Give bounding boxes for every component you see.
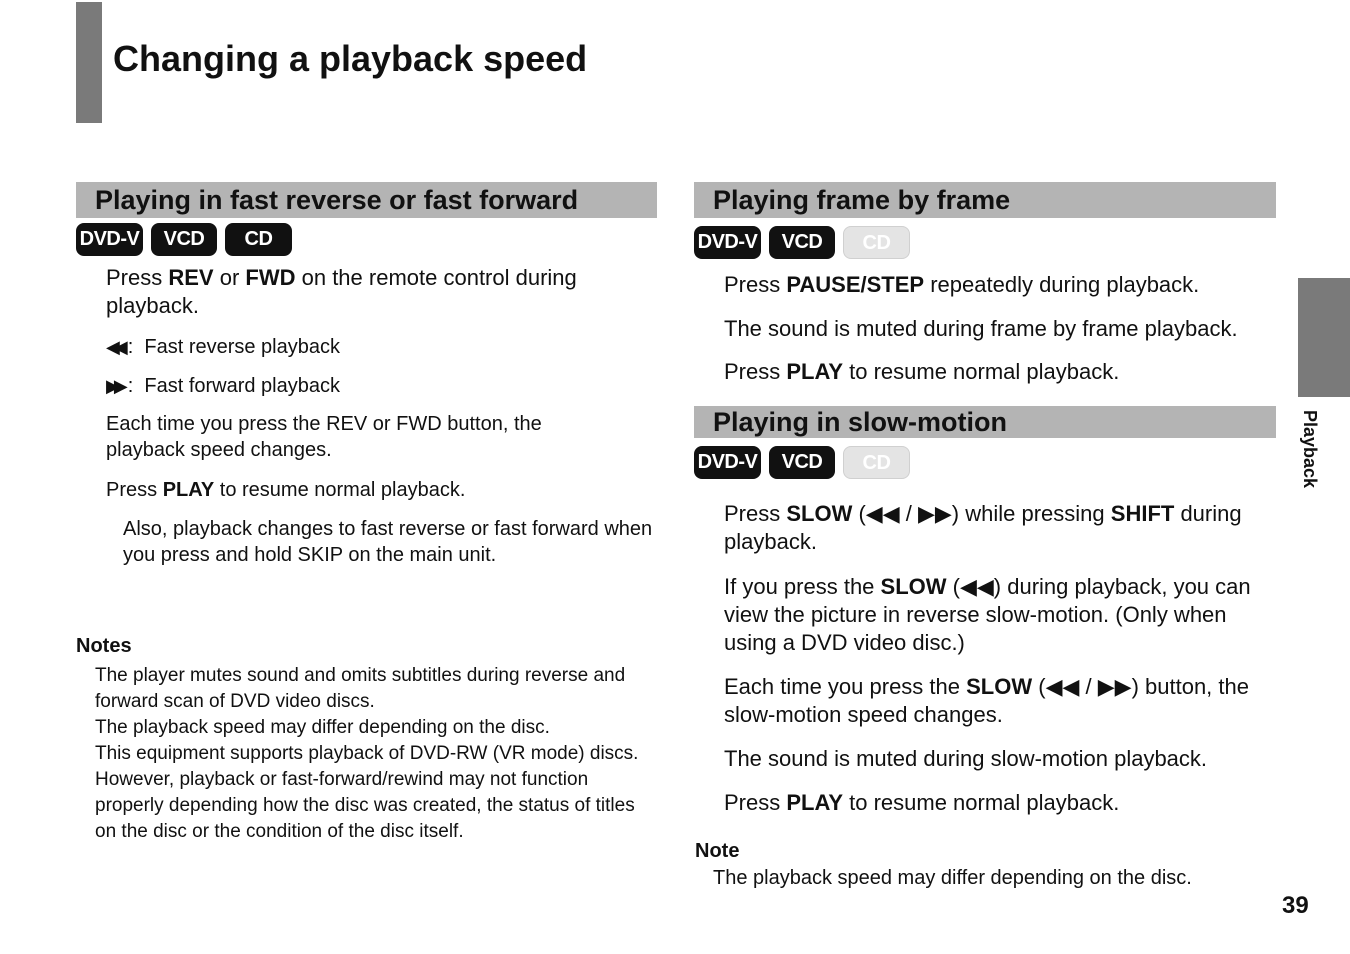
- fast-step-3: Press PLAY to resume normal playback.: [106, 479, 466, 501]
- notes-list: [95, 663, 645, 845]
- note-item: This equipment supports playback of DVD-RW (VR mode) discs. However, playback or fast-forward/rewind may not function properly depending how the disc was created, the status of titles on the disc or the condition of the disc itself.: [95, 743, 639, 842]
- slow-step-5: Press PLAY to resume normal playback.: [724, 790, 1120, 815]
- fwd-legend-row: ▶▶ : Fast forward playback: [106, 375, 340, 397]
- section-heading-slow: Playing in slow-motion: [694, 406, 1276, 438]
- section-heading-frame: Playing frame by frame: [694, 182, 1276, 218]
- slow-step-4: The sound is muted during slow-motion playback.: [724, 746, 1208, 771]
- slow-step-1: Press SLOW (◀◀ / ▶▶) while pressing SHIFT during playback.: [724, 501, 1242, 554]
- side-tab-label: Playback: [1300, 410, 1320, 489]
- rev-legend-row: ◀◀ : Fast reverse playback: [106, 336, 340, 358]
- disc-badges-frame: [694, 226, 910, 259]
- vcd-badge: VCD: [769, 226, 835, 259]
- dvd-badge: DVD-V: [694, 446, 761, 479]
- cd-badge-disabled: CD: [843, 226, 910, 259]
- dvd-badge: DVD-V: [76, 223, 143, 256]
- frame-step-1: Press PAUSE/STEP repeatedly during playback.: [724, 272, 1200, 297]
- vcd-badge: VCD: [769, 446, 835, 479]
- section-heading-fast: Playing in fast reverse or fast forward: [76, 182, 657, 218]
- fast-step-2: Each time you press the REV or FWD button, the playback speed changes.: [106, 413, 542, 461]
- cd-badge-disabled: CD: [843, 446, 910, 479]
- cd-badge: CD: [225, 223, 292, 256]
- notes-heading: Notes: [76, 635, 132, 657]
- note-item: The player mutes sound and omits subtitles during reverse and forward scan of DVD video discs.: [95, 665, 626, 712]
- disc-badges-fast: [76, 223, 292, 256]
- slow-step-2: If you press the SLOW (◀◀) during playback, you can view the picture in reverse slow-motion. (Only when using a DVD video disc.): [724, 574, 1251, 655]
- fast-reverse-icon: ◀◀: [106, 337, 122, 357]
- disc-badges-slow: [694, 446, 910, 479]
- frame-step-3: Press PLAY to resume normal playback.: [724, 359, 1120, 384]
- frame-step-2: The sound is muted during frame by frame playback.: [724, 316, 1238, 341]
- note-heading: Note: [695, 840, 740, 862]
- dvd-badge: DVD-V: [694, 226, 761, 259]
- page-title: Changing a playback speed: [113, 38, 588, 79]
- fast-forward-icon: ▶▶: [106, 376, 122, 396]
- fast-step-1: Press REV or FWD on the remote control during playback.: [106, 265, 577, 318]
- page-number: 39: [1282, 892, 1309, 919]
- fast-also-note: Also, playback changes to fast reverse or fast forward when you press and hold SKIP on the main unit.: [123, 518, 653, 566]
- title-accent-bar: [76, 2, 102, 123]
- note-item: The playback speed may differ depending on the disc.: [95, 717, 550, 738]
- vcd-badge: VCD: [151, 223, 217, 256]
- slow-step-3: Each time you press the SLOW (◀◀ / ▶▶) button, the slow-motion speed changes.: [724, 674, 1249, 727]
- side-tab-bar: [1298, 278, 1350, 397]
- note-text: The playback speed may differ depending on the disc.: [713, 867, 1192, 889]
